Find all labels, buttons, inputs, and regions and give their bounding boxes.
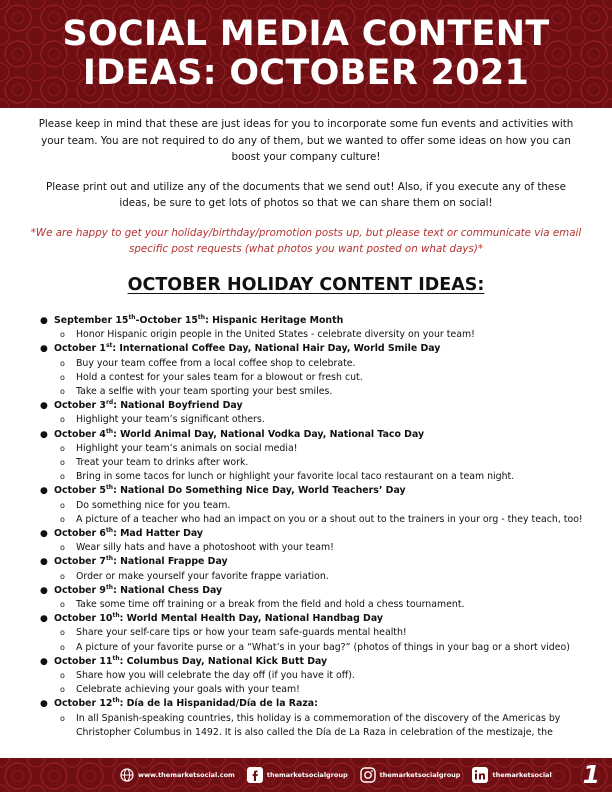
bullet-icon: ● — [40, 529, 48, 540]
sub-bullet-icon: o — [60, 472, 65, 482]
holiday-item — [40, 555, 590, 583]
idea-list — [54, 570, 590, 584]
idea-item — [54, 470, 590, 484]
sub-bullet-icon: o — [60, 671, 65, 681]
idea-text: Do something nice for you team. — [76, 499, 231, 511]
idea-text: Treat your team to drinks after work. — [76, 457, 249, 469]
holiday-title — [54, 528, 203, 539]
holiday-item — [40, 697, 590, 740]
holiday-name: : National Frappe Day — [113, 556, 228, 568]
holiday-date-suffix: th — [112, 612, 120, 620]
footer-links — [120, 764, 552, 786]
holiday-date-suffix: st — [105, 342, 113, 350]
holiday-name: : National Boyfriend Day — [113, 400, 243, 412]
idea-list — [54, 357, 590, 400]
bullet-icon: ● — [40, 557, 48, 568]
footer-bar — [0, 758, 612, 792]
facebook-text: themarketsocialgroup — [266, 771, 348, 779]
holiday-date-suffix: th — [105, 427, 114, 435]
linkedin-icon — [472, 767, 488, 783]
globe-icon — [120, 768, 134, 782]
header-banner — [0, 0, 612, 108]
holiday-name: : World Animal Day, National Vodka Day, National Taco Day — [113, 428, 425, 440]
holiday-name: : Día de la Hispanidad/Día de la Raza: — [119, 698, 318, 710]
intro-paragraph-2: Please print out and utilize any of the documents that we send out! Also, if you execute any of these ideas, be sure to get lots of photos so that we can share them on social! — [46, 180, 566, 209]
holiday-name: : Columbus Day, National Kick Butt Day — [119, 655, 328, 667]
holiday-title — [54, 585, 222, 596]
holiday-date: October 11 — [54, 655, 113, 667]
idea-item — [54, 499, 590, 513]
holiday-date-suffix: th — [112, 654, 120, 662]
idea-list — [54, 712, 590, 740]
idea-item — [54, 328, 590, 342]
sub-bullet-icon: o — [60, 443, 65, 453]
idea-text: In all Spanish-speaking countries, this holiday is a commemoration of the discovery of the Americas by Christopher Columbus in 1492. It is also called the Día de La Raza in celebration of the mestizaje, the — [76, 712, 561, 738]
holiday-date: October 12 — [54, 698, 113, 710]
idea-item — [54, 371, 590, 385]
idea-item — [54, 641, 590, 655]
idea-list — [54, 328, 590, 342]
holiday-item — [40, 655, 590, 698]
bullet-icon: ● — [40, 486, 48, 497]
holiday-date: September 15 — [54, 315, 129, 326]
idea-text: Take a selfie with your team sporting your best smiles. — [76, 386, 333, 398]
holiday-date-suffix: th — [112, 697, 120, 705]
holiday-item — [40, 612, 590, 655]
holiday-date: October 9 — [54, 584, 106, 596]
idea-text: Highlight your team’s animals on social media! — [76, 442, 298, 454]
sub-bullet-icon: o — [60, 415, 65, 425]
idea-item — [54, 598, 590, 612]
page-title — [0, 0, 612, 93]
idea-text: A picture of a teacher who had an impact on you or a shout out to the trainers in your org - they teach, too! — [76, 513, 583, 525]
sub-bullet-icon: o — [60, 372, 65, 382]
sub-bullet-icon: o — [60, 387, 65, 397]
idea-text: Wear silly hats and have a photoshoot with your team! — [76, 542, 334, 554]
sub-bullet-icon: o — [60, 600, 65, 610]
holiday-item — [40, 342, 590, 399]
sub-bullet-icon: o — [60, 571, 65, 581]
intro-section — [30, 116, 582, 258]
holiday-title — [54, 429, 424, 440]
holiday-name: : National Chess Day — [113, 584, 223, 596]
holiday-date-range-end: -October 15 — [135, 315, 198, 326]
intro-paragraph-1: Please keep in mind that these are just ideas for you to incorporate some fun events and activities with your team. You are not required to do any of them, but we wanted to offer some ideas on how you can boost your company culture! — [38, 118, 574, 163]
holiday-list — [40, 314, 590, 740]
holiday-date-suffix: rd — [105, 399, 114, 407]
idea-item — [54, 413, 590, 427]
holiday-title — [54, 400, 243, 411]
idea-item — [54, 626, 590, 640]
holiday-name: : National Do Something Nice Day, World Teachers’ Day — [113, 485, 406, 497]
idea-text: Hold a contest for your sales team for a blowout or fresh cut. — [76, 371, 363, 383]
bullet-icon: ● — [40, 699, 48, 710]
holiday-item — [40, 428, 590, 485]
post-request-note: *We are happy to get your holiday/birthday/promotion posts up, but please text or communicate via email specific post requests (what photos you want posted on what days)* — [30, 226, 582, 255]
holiday-title — [54, 656, 327, 667]
bullet-icon: ● — [40, 429, 48, 440]
instagram-icon — [360, 767, 376, 783]
sub-bullet-icon: o — [60, 500, 65, 510]
idea-item — [54, 570, 590, 584]
holiday-date-suffix: th — [105, 484, 114, 492]
idea-list — [54, 669, 590, 697]
idea-item — [54, 541, 590, 555]
idea-text: Celebrate achieving your goals with your team! — [76, 684, 300, 696]
holiday-title — [54, 556, 228, 567]
holiday-date: October 7 — [54, 556, 106, 568]
bullet-icon: ● — [40, 656, 48, 667]
holiday-title — [54, 485, 406, 496]
holiday-date-suffix: th — [128, 313, 136, 321]
holiday-name: : Hispanic Heritage Month — [205, 315, 344, 326]
sub-bullet-icon: o — [60, 543, 65, 553]
idea-item — [54, 669, 590, 683]
holiday-item — [40, 527, 590, 555]
holiday-item — [40, 314, 590, 342]
idea-text: Share your self-care tips or how your team safe-guards mental health! — [76, 627, 407, 639]
holiday-title — [54, 315, 343, 326]
idea-list — [54, 413, 590, 427]
idea-text: Take some time off training or a break from the field and hold a chess tournament. — [76, 599, 465, 611]
idea-text: Buy your team coffee from a local coffee shop to celebrate. — [76, 357, 356, 369]
holiday-date-range-suffix: th — [197, 313, 206, 321]
idea-item — [54, 683, 590, 697]
sub-bullet-icon: o — [60, 514, 65, 524]
section-title: OCTOBER HOLIDAY CONTENT IDEAS: — [127, 275, 485, 295]
idea-text: Share how you will celebrate the day off (if you have it off). — [76, 670, 355, 682]
holiday-date: October 3 — [54, 400, 106, 412]
idea-item — [54, 385, 590, 399]
sub-bullet-icon: o — [60, 628, 65, 638]
holiday-title — [54, 343, 440, 354]
holiday-date: October 1 — [54, 343, 106, 355]
title-line-1: SOCIAL MEDIA CONTENT — [62, 14, 550, 54]
facebook-link[interactable] — [247, 767, 348, 783]
sub-bullet-icon: o — [60, 713, 65, 723]
idea-list — [54, 442, 590, 485]
holiday-item — [40, 484, 590, 527]
idea-text: Honor Hispanic origin people in the United States - celebrate diversity on your team! — [76, 329, 475, 341]
sub-bullet-icon: o — [60, 330, 65, 340]
idea-item — [54, 712, 590, 740]
holiday-date-suffix: th — [105, 583, 114, 591]
linkedin-text: themarketsocial — [492, 771, 552, 779]
facebook-icon — [247, 767, 263, 783]
holiday-name: : Mad Hatter Day — [113, 528, 204, 540]
idea-list — [54, 499, 590, 527]
sub-bullet-icon: o — [60, 358, 65, 368]
holiday-date: October 4 — [54, 428, 106, 440]
holiday-date: October 10 — [54, 613, 113, 625]
idea-item — [54, 513, 590, 527]
holiday-item — [40, 399, 590, 427]
holiday-date-suffix: th — [105, 526, 114, 534]
holiday-name: : International Coffee Day, National Hair Day, World Smile Day — [112, 343, 441, 355]
sub-bullet-icon: o — [60, 642, 65, 652]
idea-text: Bring in some tacos for lunch or highlight your favorite local taco restaurant on a team night. — [76, 471, 515, 483]
holiday-date: October 6 — [54, 528, 106, 540]
bullet-icon: ● — [40, 614, 48, 625]
website-text: www.themarketsocial.com — [138, 771, 235, 779]
instagram-link[interactable] — [360, 767, 461, 783]
holiday-date-suffix: th — [105, 555, 114, 563]
holiday-title — [54, 698, 318, 709]
page-number: 1 — [582, 760, 600, 789]
bullet-icon: ● — [40, 316, 48, 326]
idea-list — [54, 598, 590, 612]
idea-list — [54, 541, 590, 555]
holiday-title — [54, 613, 383, 624]
idea-list — [54, 626, 590, 654]
instagram-text: themarketsocialgroup — [379, 771, 461, 779]
idea-item — [54, 456, 590, 470]
idea-item — [54, 357, 590, 371]
title-line-2: IDEAS: OCTOBER 2021 — [82, 53, 530, 93]
sub-bullet-icon: o — [60, 458, 65, 468]
bullet-icon: ● — [40, 344, 48, 355]
bullet-icon: ● — [40, 401, 48, 412]
holiday-date: October 5 — [54, 485, 106, 497]
sub-bullet-icon: o — [60, 685, 65, 695]
website-link[interactable] — [120, 768, 235, 782]
idea-text: Order or make yourself your favorite frappe variation. — [76, 570, 329, 582]
idea-item — [54, 442, 590, 456]
linkedin-link[interactable] — [472, 767, 551, 783]
idea-text: Highlight your team’s significant others. — [76, 414, 265, 426]
holiday-name: : World Mental Health Day, National Handbag Day — [119, 613, 383, 625]
bullet-icon: ● — [40, 585, 48, 596]
holiday-item — [40, 584, 590, 612]
idea-text: A picture of your favorite purse or a “What’s in your bag?” (photos of things in your bag or a short video) — [76, 641, 570, 653]
